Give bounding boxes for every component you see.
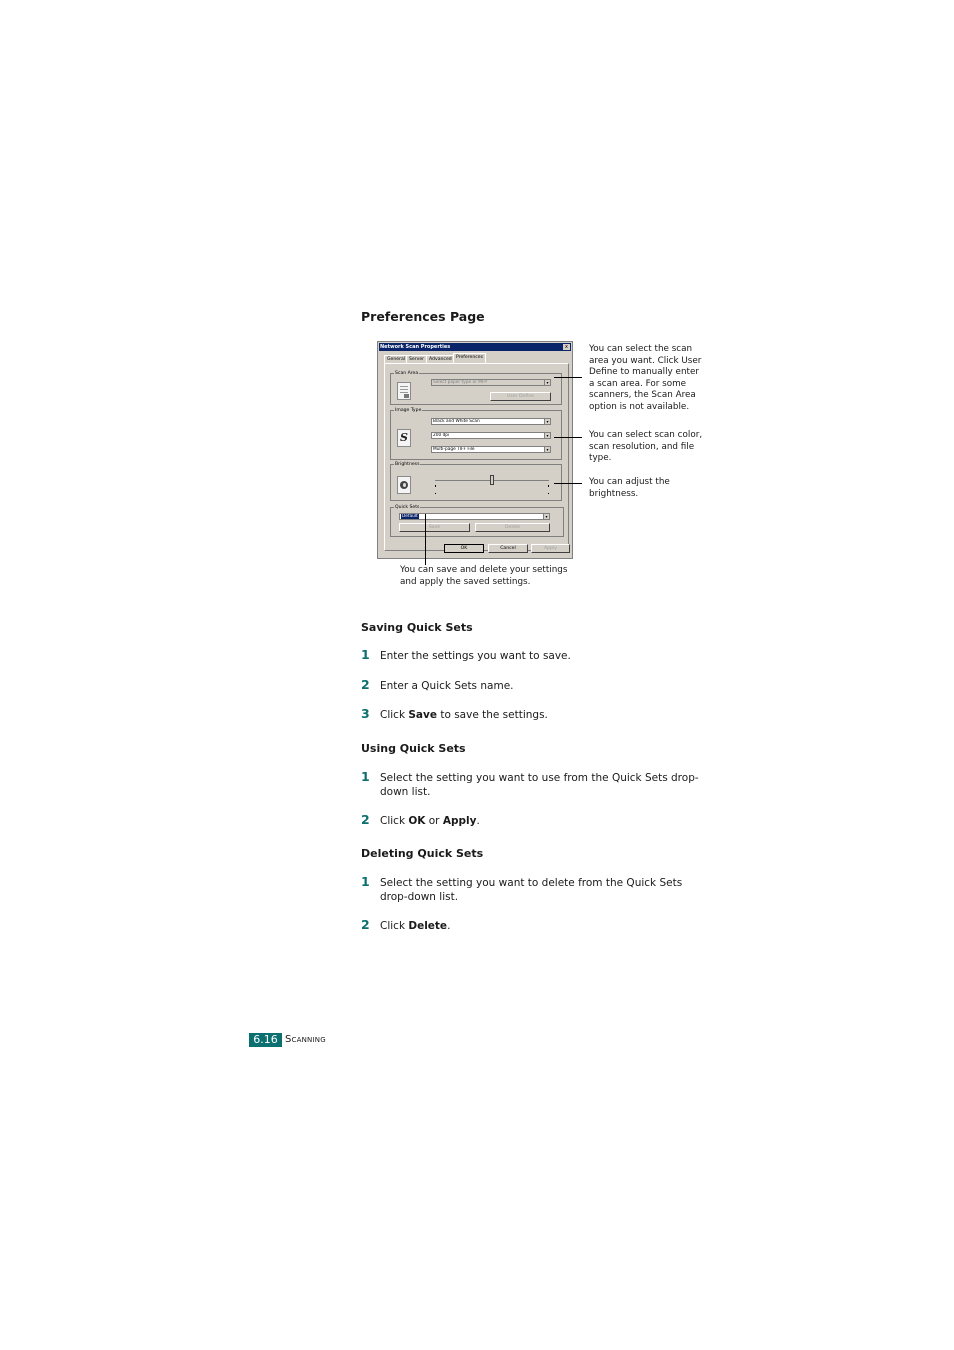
section-heading-using: Using Quick Sets: [361, 742, 466, 755]
scan-type-icon-letter: S: [400, 431, 408, 444]
callout-line-brightness: [554, 483, 582, 484]
apply-button[interactable]: Apply: [531, 544, 570, 553]
step-text-pre: Click: [380, 920, 409, 932]
step-text-post: .: [476, 815, 480, 827]
section-name: Scanning: [285, 1034, 326, 1045]
color-mode-combo[interactable]: [431, 418, 551, 425]
chevron-down-icon: ▾: [544, 419, 550, 424]
callout-line-quick-sets: [425, 514, 426, 565]
quick-sets-value: Default: [402, 514, 418, 519]
user-define-button[interactable]: User Define: [490, 392, 551, 401]
tab-advanced[interactable]: Advanced: [426, 355, 455, 364]
step-text-pre: Click: [380, 709, 409, 721]
resolution-value: 200 dpi: [433, 433, 450, 438]
callout-line-scan-area: [554, 377, 582, 378]
section-heading-saving: Saving Quick Sets: [361, 621, 473, 634]
step-text-bold: Apply: [442, 815, 477, 827]
save-quick-set-button[interactable]: Save: [399, 523, 470, 532]
step-text-bold: Save: [408, 709, 437, 721]
step-number: 2: [361, 677, 370, 692]
image-type-label: Image Type: [395, 408, 422, 413]
step-text-mid: or: [425, 815, 443, 827]
step-text: [380, 919, 710, 933]
scan-area-label: Scan Area: [395, 371, 419, 376]
step-text-post: .: [447, 920, 451, 932]
tab-server[interactable]: Server: [406, 355, 427, 364]
section-heading-deleting: Deleting Quick Sets: [361, 847, 484, 860]
page-heading: Preferences Page: [361, 309, 485, 324]
cancel-button[interactable]: Cancel: [488, 544, 528, 553]
step-text-pre: Click: [380, 815, 409, 827]
image-type-group: [390, 410, 562, 460]
chevron-down-icon: ▾: [543, 514, 549, 519]
quick-sets-combo[interactable]: [399, 513, 550, 520]
scan-area-value: Select paper type or MFP: [433, 380, 487, 385]
note-scan-area: You can select the scan area you want. Click User Define to manually enter a scan area. For some scanners, the Scan Area option is not available.: [589, 344, 702, 412]
color-mode-value: Black and White Scan: [433, 419, 480, 424]
note-image-type: You can select scan color, scan resolution, and file type.: [589, 430, 703, 464]
step-text-post: to save the settings.: [436, 709, 548, 721]
resolution-combo[interactable]: [431, 432, 551, 439]
close-icon[interactable]: x: [563, 344, 570, 350]
step-text: Select the setting you want to use from the Quick Sets drop-down list.: [380, 772, 699, 798]
dialog-title: Network Scan Properties: [380, 344, 451, 350]
quick-sets-label: Quick Sets: [395, 505, 420, 510]
step-text: [380, 708, 710, 722]
scan-area-combo[interactable]: [431, 379, 551, 386]
step-number: 1: [361, 647, 370, 662]
brightness-slider-thumb[interactable]: [490, 475, 494, 485]
chevron-down-icon: ▾: [544, 380, 550, 385]
quick-sets-group: [390, 507, 564, 537]
ok-button[interactable]: OK: [444, 544, 484, 553]
step-text: Select the setting you want to delete from the Quick Sets drop-down list.: [380, 877, 683, 903]
step-number: 2: [361, 917, 370, 932]
step-number: 3: [361, 706, 370, 721]
step-number: 1: [361, 769, 370, 784]
tab-general[interactable]: General: [384, 355, 408, 364]
file-type-value: Multi-page TIFF File: [433, 447, 475, 452]
brightness-group: [390, 464, 562, 501]
chevron-down-icon: ▾: [544, 433, 550, 438]
slider-tick: [435, 493, 436, 494]
scan-type-icon: [397, 429, 411, 447]
step-text-bold: OK: [408, 815, 426, 827]
tab-preferences[interactable]: Preferences: [453, 353, 486, 364]
step-text: [380, 814, 710, 828]
scan-area-group: [390, 373, 562, 405]
page-number-badge: 6.16: [249, 1033, 282, 1047]
slider-tick: [435, 485, 436, 487]
scan-properties-dialog: [377, 341, 573, 559]
step-text-bold: Delete: [408, 920, 448, 932]
chevron-down-icon: ▾: [544, 447, 550, 452]
delete-quick-set-button[interactable]: Delete: [475, 523, 550, 532]
file-type-combo[interactable]: [431, 446, 551, 453]
step-number: 1: [361, 874, 370, 889]
note-brightness: You can adjust the brightness.: [589, 477, 670, 499]
note-quick-sets: You can save and delete your settings and apply the saved settings.: [400, 565, 568, 587]
step-text: Enter the settings you want to save.: [380, 650, 571, 662]
step-text: Enter a Quick Sets name.: [380, 680, 514, 692]
dialog-titlebar: [379, 343, 571, 351]
brightness-label: Brightness: [395, 462, 420, 467]
document-icon: [397, 382, 411, 400]
callout-line-image-type: [554, 437, 582, 438]
preferences-panel: [384, 363, 569, 551]
slider-tick: [548, 493, 549, 494]
brightness-icon: [397, 476, 411, 494]
step-number: 2: [361, 812, 370, 827]
slider-tick: [548, 485, 549, 487]
